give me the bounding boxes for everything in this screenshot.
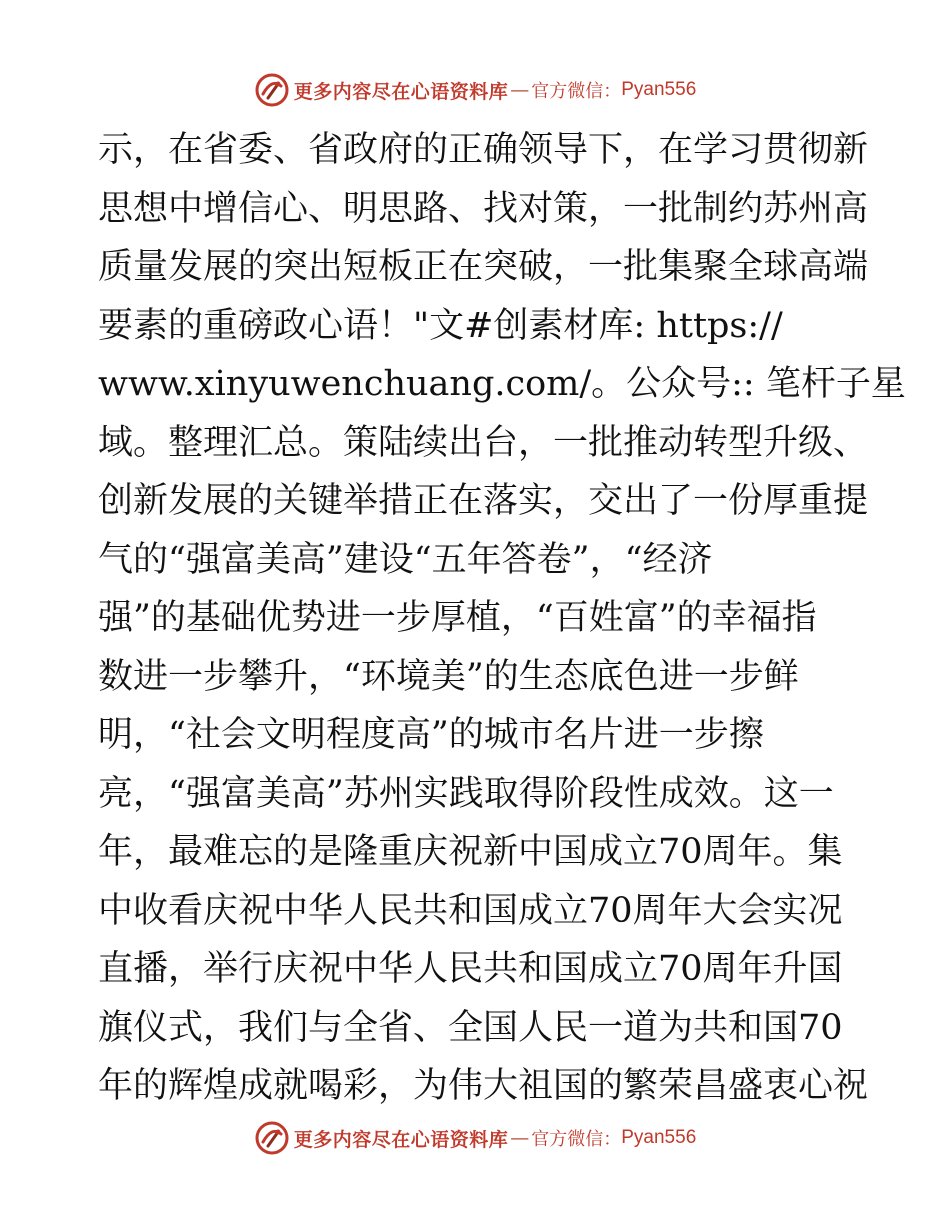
footer-banner xyxy=(0,1118,950,1158)
brand-logo-icon xyxy=(254,72,290,108)
footer-wechat-handle: Pyan556 xyxy=(621,1127,697,1148)
body-line: www.xinyuwenchuang.com/。公众号:: 笔杆子星 xyxy=(98,364,906,404)
body-line: 思想中增信心、明思路、找对策，一批制约苏州高 xyxy=(98,188,869,229)
header-brand-text: 更多内容尽在心语资料库 xyxy=(293,80,509,103)
body-line: 年，最难忘的是隆重庆祝新中国成立70周年。集 xyxy=(98,832,843,872)
body-line: 年的辉煌成就喝彩，为伟大祖国的繁荣昌盛衷心祝 xyxy=(98,1066,869,1106)
body-line: 明，“社会文明程度高”的城市名片进一步擦 xyxy=(98,715,764,755)
brand-logo-icon xyxy=(254,1120,290,1156)
body-line: 示，在省委、省政府的正确领导下，在学习贯彻新 xyxy=(98,130,869,170)
body-line: 旗仪式，我们与全省、全国人民一道为共和国70 xyxy=(98,1007,843,1048)
body-line: 气的“强富美高”建设“五年答卷”，“经济 xyxy=(98,539,713,580)
body-line: 域。整理汇总。策陆续出台，一批推动转型升级、 xyxy=(98,422,869,463)
body-line: 数进一步攀升，“环境美”的生态底色进一步鲜 xyxy=(98,656,799,697)
header-banner xyxy=(0,70,950,110)
body-line: 要素的重磅政心语！"文#创素材库: https:// xyxy=(98,305,783,346)
body-line: 质量发展的突出短板正在突破，一批集聚全球高端 xyxy=(98,247,869,287)
footer-dash: — xyxy=(510,1127,530,1149)
body-line: 亮，“强富美高”苏州实践取得阶段性成效。这一 xyxy=(98,773,834,814)
header-wechat-handle: Pyan556 xyxy=(621,79,697,100)
body-line: 创新发展的关键举措正在落实，交出了一份厚重提 xyxy=(98,481,869,521)
header-wechat-label: 官方微信： xyxy=(531,81,622,102)
header-dash: — xyxy=(510,79,530,101)
footer-wechat-label: 官方微信： xyxy=(531,1129,622,1150)
body-line: 强”的基础优势进一步厚植，“百姓富”的幸福指 xyxy=(98,598,817,638)
document-body xyxy=(98,121,906,1116)
body-line: 直播，举行庆祝中华人民共和国成立70周年升国 xyxy=(98,949,843,989)
footer-brand-text: 更多内容尽在心语资料库 xyxy=(293,1128,509,1151)
body-line: 中收看庆祝中华人民共和国成立70周年大会实况 xyxy=(98,890,843,931)
